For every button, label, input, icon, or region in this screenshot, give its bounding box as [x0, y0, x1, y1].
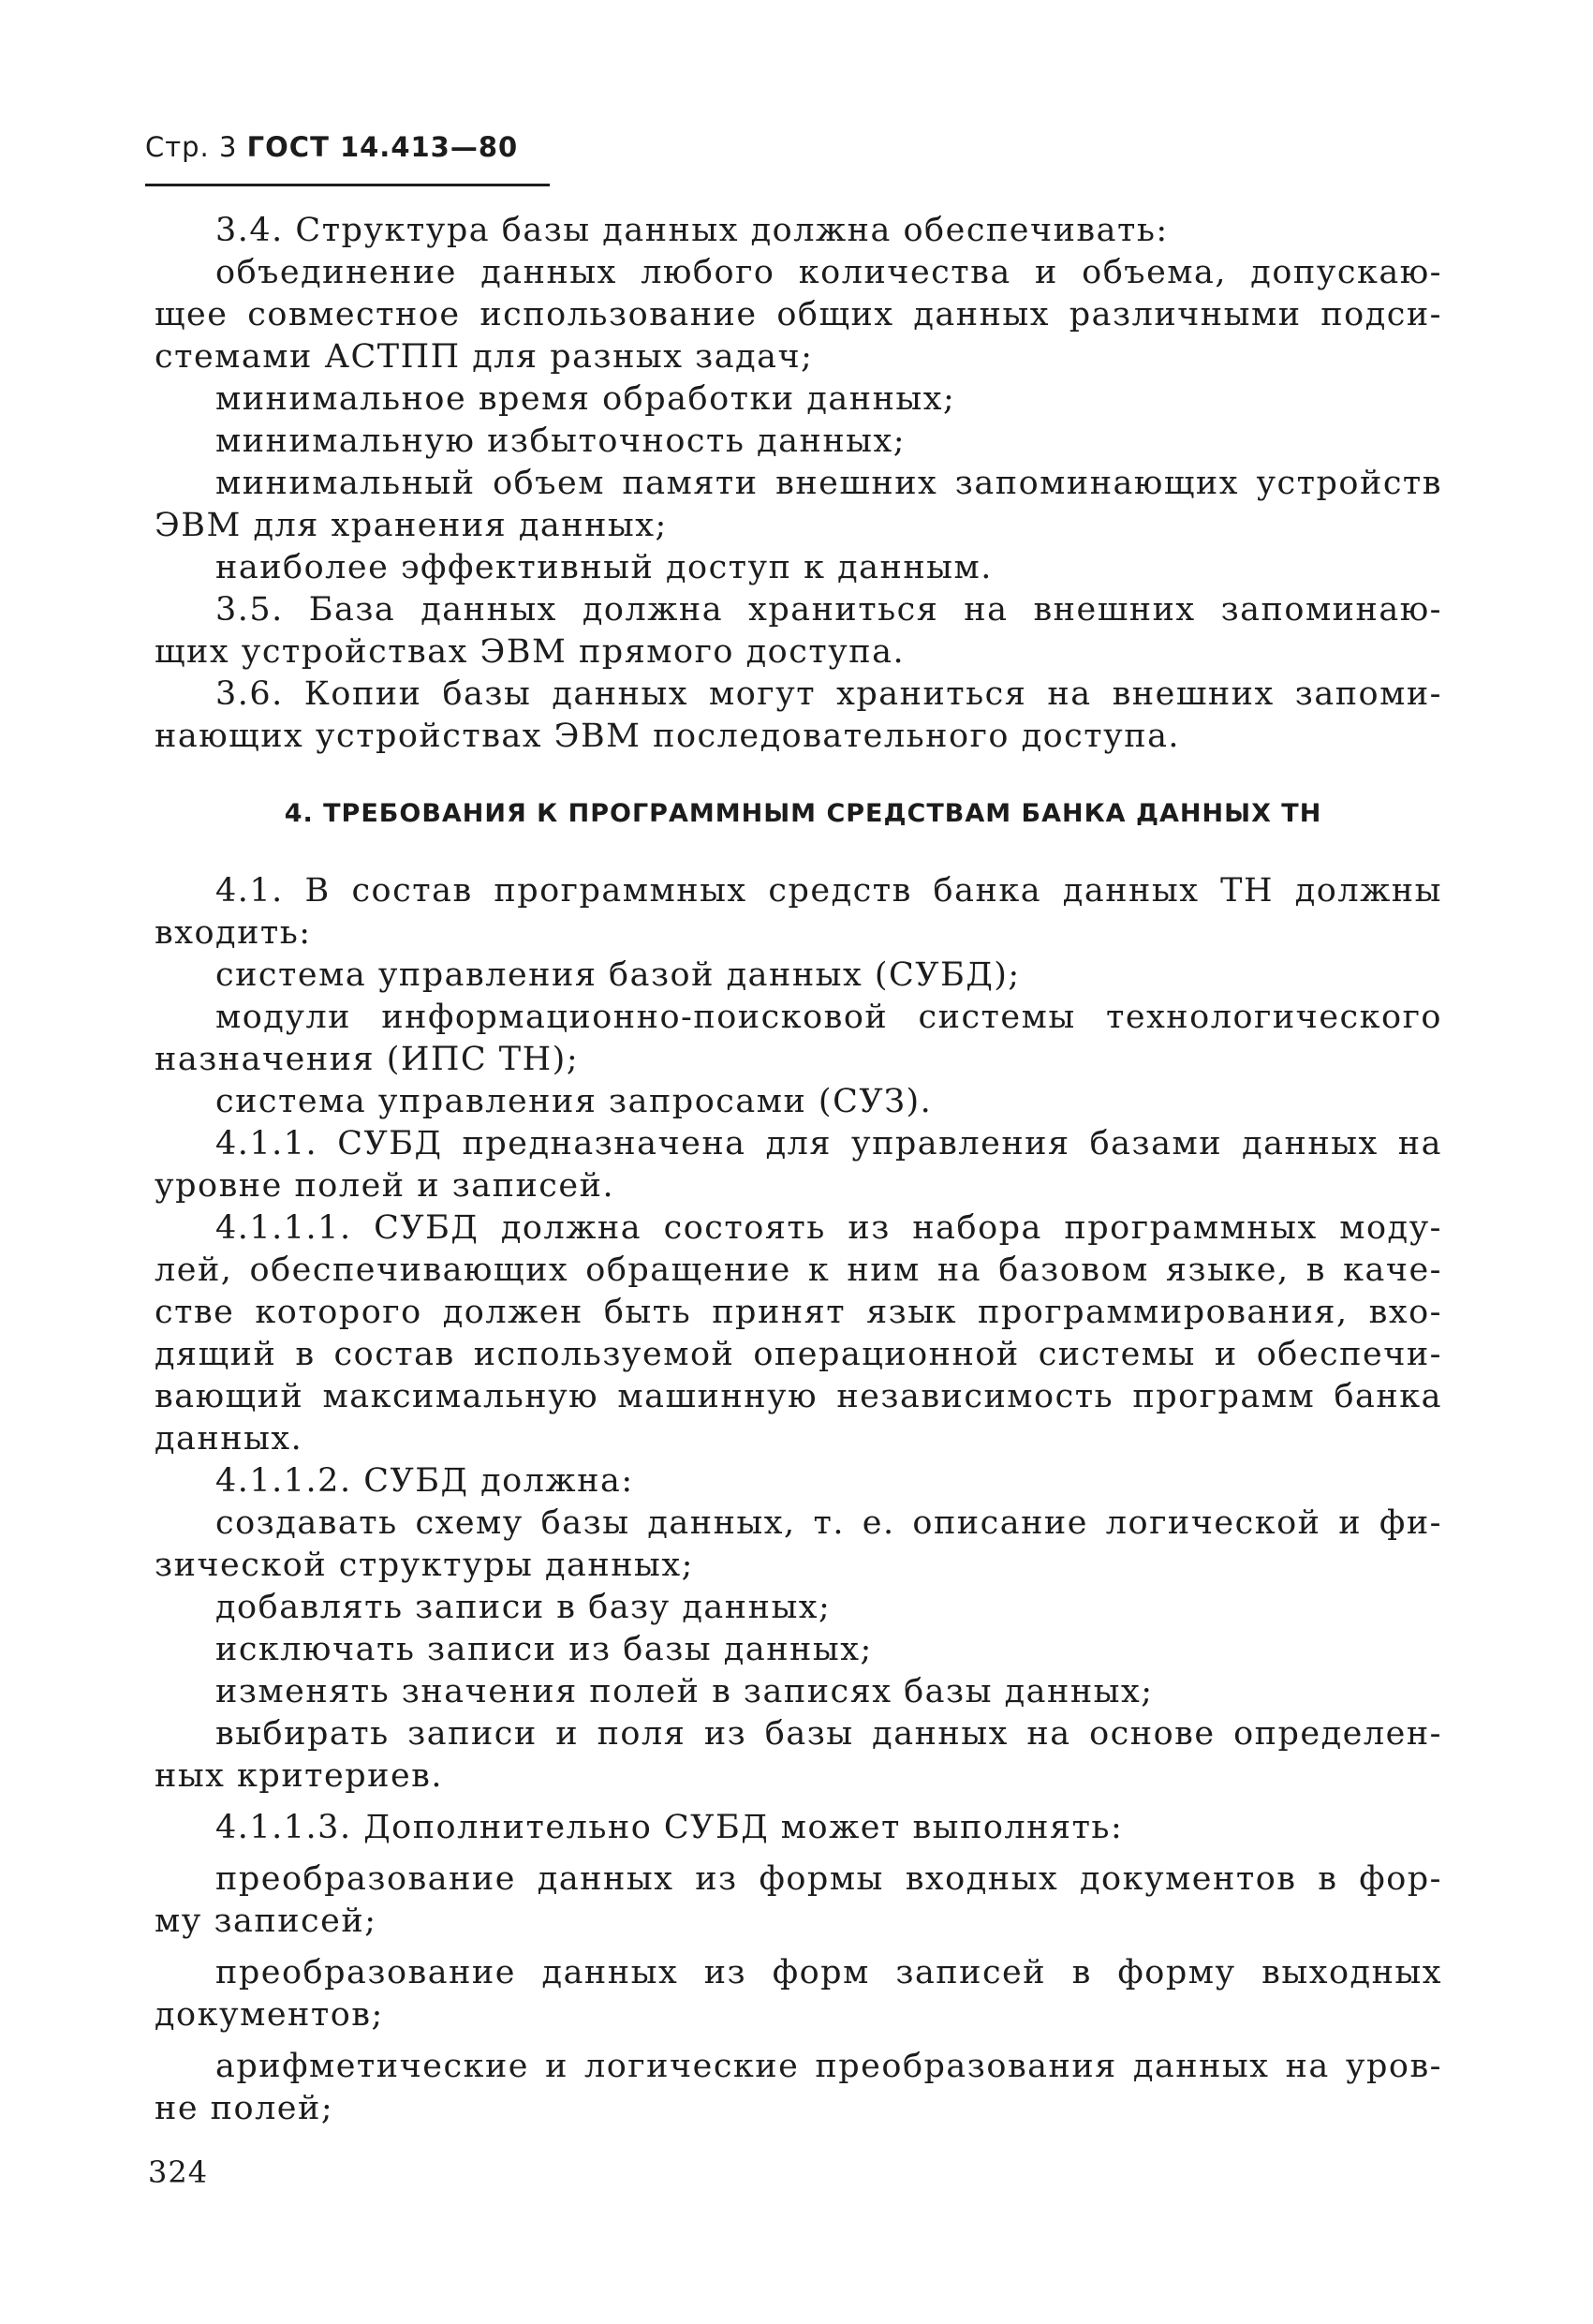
- text-line: минимальную избыточность данных;: [215, 422, 907, 460]
- text-line: исключать записи из базы данных;: [215, 1631, 873, 1668]
- paragraph-4-1: 4.1. В состав программных средств банка данных ТН должны: [215, 872, 1442, 910]
- running-header: [145, 131, 518, 163]
- text-line: стемами АСТПП для разных задач;: [155, 338, 814, 376]
- text-line: наиболее эффективный доступ к данным.: [215, 549, 993, 586]
- text-line: дящий в состав используемой операционной системы и обеспечи-: [155, 1336, 1442, 1373]
- text-line: минимальный объем памяти внешних запоминающих устройств: [215, 465, 1442, 502]
- spacer: [155, 1943, 1442, 1952]
- section-4-heading: 4. ТРЕБОВАНИЯ К ПРОГРАММНЫМ СРЕДСТВАМ БАНКА ДАННЫХ ТН: [284, 799, 1322, 828]
- text-line: преобразование данных из формы входных документов в фор-: [215, 1860, 1442, 1898]
- text-line: модули информационно-поисковой системы технологического: [215, 999, 1442, 1036]
- text-line: данных.: [155, 1420, 303, 1458]
- text-line: минимальное время обработки данных;: [215, 380, 956, 418]
- header-rule: [145, 184, 550, 186]
- paragraph-4-1-1-2: 4.1.1.2. СУБД должна:: [215, 1462, 634, 1500]
- text-line: уровне полей и записей.: [155, 1167, 615, 1205]
- text-line: ЭВМ для хранения данных;: [155, 507, 668, 544]
- text-line: выбирать записи и поля из базы данных на основе определен-: [215, 1715, 1442, 1753]
- paragraph-4-1-1: 4.1.1. СУБД предназначена для управления базами данных на: [215, 1125, 1442, 1162]
- text-line: лей, обеспечивающих обращение к ним на базовом языке, в каче-: [155, 1251, 1442, 1289]
- text-line: стве которого должен быть принят язык программирования, вхо-: [155, 1294, 1442, 1331]
- text-line: му записей;: [155, 1902, 377, 1940]
- text-line: ных критериев.: [155, 1757, 444, 1795]
- text-line: зической структуры данных;: [155, 1547, 694, 1584]
- text-line: добавлять записи в базу данных;: [215, 1589, 832, 1626]
- text-line: создавать схему базы данных, т. е. описание логической и фи-: [215, 1504, 1442, 1542]
- spacer: [155, 2036, 1442, 2046]
- text-line: система управления запросами (СУЗ).: [215, 1083, 933, 1120]
- paragraph-4-1-1-3: 4.1.1.3. Дополнительно СУБД может выполнять:: [215, 1809, 1124, 1846]
- paragraph-3-6: 3.6. Копии базы данных могут храниться на внешних запоми-: [215, 675, 1442, 713]
- text-line: преобразование данных из форм записей в форму выходных: [215, 1954, 1442, 1991]
- text-line: не полей;: [155, 2090, 334, 2127]
- spacer: [155, 758, 1442, 795]
- page-number: 324: [148, 2154, 209, 2190]
- text-line: вающий максимальную машинную независимость программ банка: [155, 1378, 1442, 1415]
- text-line: щее совместное использование общих данных различными подси-: [155, 296, 1442, 333]
- spacer: [155, 1849, 1442, 1858]
- spacer: [155, 1798, 1442, 1807]
- text-line: входить:: [155, 914, 312, 952]
- header-page-label: Стр. 3: [145, 131, 238, 163]
- paragraph-4-1-1-1: 4.1.1.1. СУБД должна состоять из набора программных моду-: [215, 1209, 1442, 1247]
- text-line: арифметические и логические преобразования данных на уров-: [215, 2048, 1442, 2085]
- text-line: система управления базой данных (СУБД);: [215, 956, 1021, 994]
- text-line: назначения (ИПС ТН);: [155, 1041, 580, 1078]
- paragraph-3-4: 3.4. Структура базы данных должна обеспечивать:: [215, 212, 1169, 249]
- text-line: изменять значения полей в записях базы данных;: [215, 1673, 1154, 1710]
- header-standard-number: ГОСТ 14.413—80: [246, 131, 519, 163]
- spacer: [155, 833, 1442, 870]
- text-line: нающих устройствах ЭВМ последовательного доступа.: [155, 718, 1181, 755]
- paragraph-3-5: 3.5. База данных должна храниться на внешних запоминаю-: [215, 591, 1442, 629]
- text-line: документов;: [155, 1996, 384, 2034]
- text-line: объединение данных любого количества и объема, допускаю-: [215, 254, 1442, 291]
- text-line: щих устройствах ЭВМ прямого доступа.: [155, 633, 906, 671]
- page-body: [155, 210, 1442, 2130]
